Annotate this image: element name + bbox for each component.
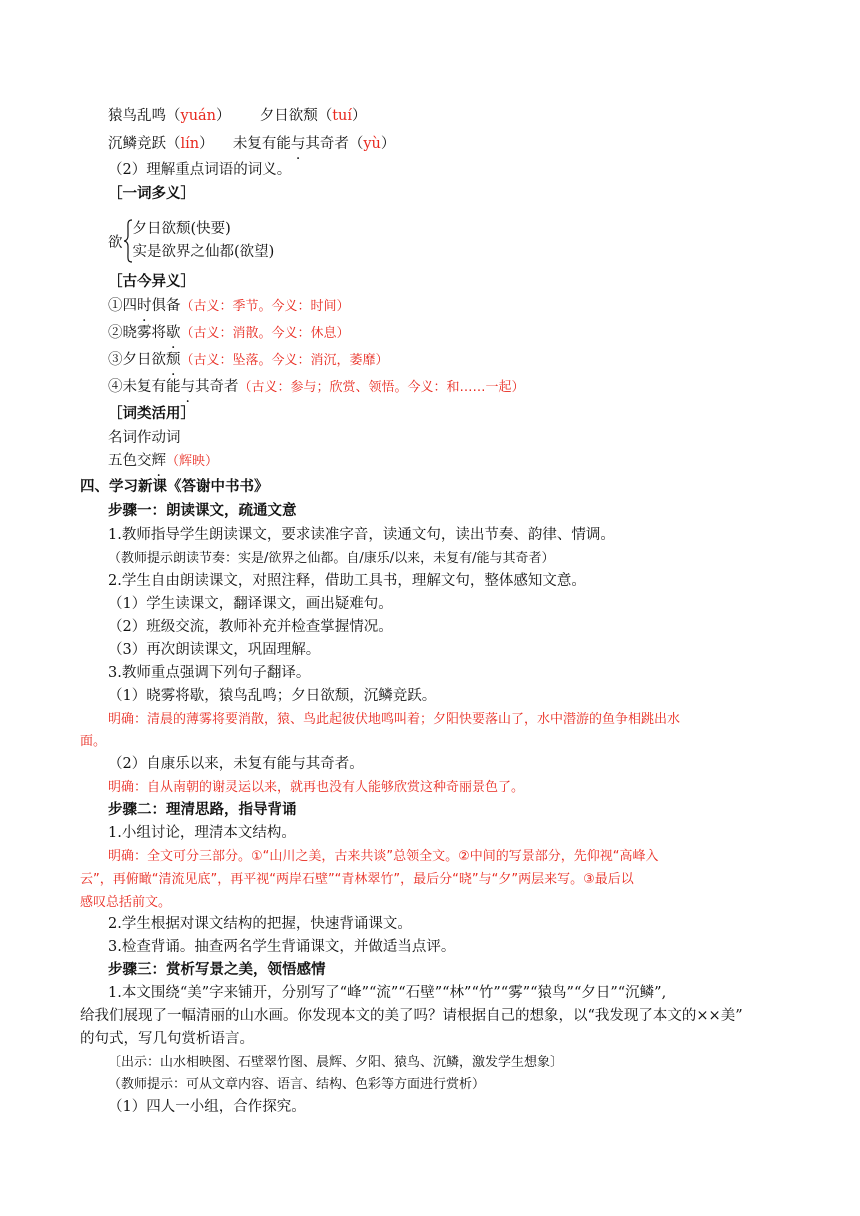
meaning-note: （辉映）: [166, 454, 219, 469]
answer-text: 明确：清晨的薄雾将要消散，猿、鸟此起彼伏地鸣叫着；夕阳快要落山了，水中潜游的鱼争相跳出水: [108, 712, 681, 727]
paragraph: 3.教师重点强调下列句子翻译。: [108, 665, 311, 681]
item-text: 其奇者: [195, 379, 239, 395]
pron-text: 其奇者（: [305, 136, 364, 152]
item-text: ④未复有能: [108, 379, 181, 395]
item-text: ③夕日欲: [108, 352, 166, 368]
answer-text: 面。: [80, 734, 107, 749]
step-heading-2: 步骤二：理清思路，指导背诵: [108, 801, 297, 818]
meaning-note: （古义：坠落。今义：消沉，萎靡）: [180, 353, 389, 368]
dotted-char: 辉: [151, 453, 166, 469]
answer-text: 云”，再俯瞰“清流见底”，再平视“两岸石壁”“青林翠竹”，最后分“晓”与“夕”两层来写。③最后以: [80, 872, 634, 887]
paragraph: 给我们展现了一幅清丽的山水画。你发现本文的美了吗？请根据自己的想象，以“我发现了本文的××美”: [80, 1008, 743, 1024]
item-text: 俱备: [151, 298, 181, 314]
paragraph: （3）再次朗读课文，巩固理解。: [108, 642, 321, 658]
section-title: 四、学习新课《答谢中书书》: [80, 478, 269, 495]
paragraph: 1.小组讨论，理清本文结构。: [108, 825, 296, 841]
step-heading-1: 步骤一：朗读课文，疏通文意: [108, 502, 297, 519]
meaning-note: （古义：消散。今义：休息）: [180, 326, 350, 341]
item-text: 五色交: [108, 453, 152, 469]
paragraph: 的句式，写几句赏析语言。: [80, 1031, 254, 1047]
paragraph: 2.学生根据对课文结构的把握，快速背诵课文。: [108, 916, 412, 932]
pinyin: tuí: [332, 108, 353, 124]
ancient-modern-item-2: [108, 323, 350, 344]
meaning-note: （古义：参与；欣赏、领悟。今义：和……一起）: [238, 380, 525, 395]
word-class-example: [108, 451, 218, 472]
dotted-char: 时: [137, 298, 152, 314]
paragraph: （1）四人一小组，合作探究。: [108, 1099, 306, 1115]
ancient-modern-item-3: [108, 350, 389, 371]
teacher-hint: （教师提示：可从文章内容、语言、结构、色彩等方面进行赏析）: [108, 1077, 486, 1092]
meaning-note: （古义：季节。今义：时间）: [180, 299, 350, 314]
polysemy-item: 夕日欲颓(快要): [132, 221, 231, 237]
pron-text: 夕日欲颓（: [259, 108, 333, 124]
teacher-hint: （教师提示朗读节奏：实是/欲界之仙都。自/康乐/以来，未复有/能与其奇者）: [108, 551, 555, 566]
heading-ancient-modern: ［古今异义］: [108, 273, 195, 290]
pron-text: ）: [380, 136, 396, 152]
brace-icon: [123, 218, 133, 264]
polysemy-item: 实是欲界之仙都(欲望): [132, 244, 275, 260]
word-class-type: 名词作动词: [108, 430, 181, 446]
item-text: ②晓雾将: [108, 325, 166, 341]
pinyin: yù: [363, 136, 381, 152]
polysemy-char: 欲: [108, 234, 123, 251]
paragraph: 1.本文围绕“美”字来铺开，分别写了“峰”“流”“石壁”“林”“竹”“雾”“猿鸟”“夕日”“沉鳞”,: [108, 985, 667, 1001]
dotted-char: 颓: [166, 352, 181, 368]
pinyin: lín: [180, 136, 200, 152]
pron-text: ）: [352, 108, 367, 124]
polysemy-group: [108, 218, 274, 264]
answer-text: 感叹总括前文。: [80, 895, 172, 910]
pronunciation-line-2: [108, 134, 395, 154]
paragraph: 1.教师指导学生朗读课文，要求读准字音，读通文句，读出节奏、韵律、情调。: [108, 527, 615, 543]
paragraph: （2）班级交流，教师补充并检查掌握情况。: [108, 619, 393, 635]
answer-text: 明确：全文可分三部分。①“山川之美，古来共谈”总领全文。②中间的写景部分，先仰视“高峰入: [108, 849, 659, 864]
pinyin: yuán: [180, 108, 217, 124]
pron-text: ）: [199, 136, 214, 152]
item-text: ①四: [108, 298, 137, 314]
paragraph: 3.检查背诵。抽查两名学生背诵课文，并做适当点评。: [108, 939, 456, 955]
paragraph: （1）晓雾将歇，猿鸟乱鸣；夕日欲颓，沉鳞竞跃。: [108, 688, 437, 704]
paragraph: 2.学生自由朗读课文，对照注释，借助工具书，理解文句，整体感知文意。: [108, 573, 586, 589]
ancient-modern-item-1: [108, 296, 350, 317]
pron-text: ）: [216, 108, 231, 124]
step-heading-3: 步骤三：赏析写景之美，领悟感情: [108, 961, 326, 978]
pron-text: 猿鸟乱鸣（: [108, 108, 181, 124]
answer-text: 明确：自从南朝的谢灵运以来，就再也没有人能够欣赏这种奇丽景色了。: [108, 780, 525, 795]
pron-text: 未复有能: [232, 136, 291, 152]
polysemy-list: [133, 218, 275, 264]
heading-word-class: ［词类活用］: [108, 405, 195, 422]
paragraph: （2）自康乐以来，未复有能与其奇者。: [108, 756, 364, 772]
vocab-intro: （2）理解重点词语的词义。: [108, 162, 292, 178]
paragraph: （1）学生读课文，翻译课文，画出疑难句。: [108, 596, 393, 612]
dotted-char: 与: [180, 379, 195, 395]
display-note: 〔出示：山水相映图、石壁翠竹图、晨辉、夕阳、猿鸟、沉鳞，激发学生想象〕: [108, 1055, 564, 1070]
pron-text: 沉鳞竞跃（: [108, 136, 181, 152]
pronunciation-line-1: [108, 106, 367, 126]
ancient-modern-item-4: [108, 377, 525, 398]
heading-polysemy: ［一词多义］: [108, 185, 195, 202]
dotted-char: 与: [290, 136, 306, 152]
dotted-char: 歇: [166, 325, 181, 341]
